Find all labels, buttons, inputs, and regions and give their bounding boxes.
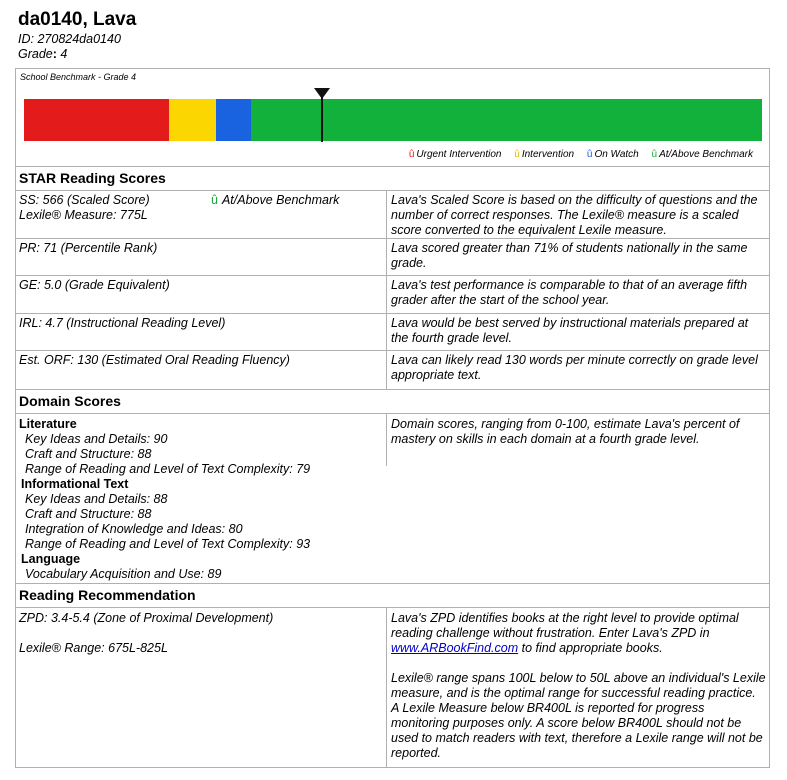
student-grade-value: 4 (60, 47, 68, 61)
benchmark-segment-at-above (251, 99, 762, 141)
legend-intervention (514, 149, 574, 160)
domain-item: Integration of Knowledge and Ideas: 80 (25, 522, 243, 536)
percentile-rank-value: PR: 71 (Percentile Rank) (19, 241, 158, 255)
at-above-benchmark-icon: û (211, 193, 218, 207)
domain-item: Craft and Structure: 88 (25, 447, 152, 461)
domain-category-informational-text: Informational Text (21, 477, 129, 491)
zpd-explanation-text: Lava's ZPD identifies books at the right level to provide optimal reading challenge without frustration. Enter Lava's ZPD in (391, 611, 739, 640)
recommendation-values (19, 611, 379, 656)
legend-on-watch-label: On Watch (594, 149, 639, 160)
benchmark-status-label: At/Above Benchmark (221, 193, 340, 207)
student-grade (18, 47, 136, 62)
star-row-oral-reading-fluency (16, 351, 769, 389)
irl-explanation: Lava would be best served by instructional materials prepared at the fourth grade level. (391, 316, 749, 345)
legend-at-above-icon: û (651, 149, 658, 160)
percentile-rank-explanation: Lava scored greater than 71% of students nationally in the same grade. (391, 241, 748, 270)
column-divider (386, 239, 387, 275)
column-divider (386, 351, 387, 389)
benchmark-segment-on-watch (216, 99, 251, 141)
score-marker-line (321, 94, 323, 142)
column-divider (386, 276, 387, 313)
student-name: da0140, Lava (18, 9, 137, 30)
lexile-measure-value: Lexile® Measure: 775L (19, 208, 148, 222)
star-row-percentile-rank (16, 239, 769, 276)
domain-item: Range of Reading and Level of Text Complexity: 79 (25, 462, 311, 476)
domain-category-literature: Literature (19, 417, 77, 431)
grade-equivalent-value: GE: 5.0 (Grade Equivalent) (19, 278, 170, 292)
legend-intervention-icon: û (514, 149, 520, 160)
grade-equivalent-explanation: Lava's test performance is comparable to that of an average fifth grader after the start of the school year. (391, 278, 748, 307)
student-header (18, 8, 136, 62)
orf-explanation: Lava can likely read 130 words per minute correctly on grade level appropriate text. (391, 353, 758, 382)
student-id-label: ID: (18, 32, 34, 46)
benchmark-segment-urgent (24, 99, 169, 141)
domain-scores-explanation: Domain scores, ranging from 0-100, estimate Lava's percent of mastery on skills in each domain at a fourth grade level. (391, 417, 740, 446)
star-row-grade-equivalent (16, 276, 769, 314)
zpd-value: ZPD: 3.4-5.4 (Zone of Proximal Development) (19, 611, 274, 625)
domain-item: Craft and Structure: 88 (25, 507, 152, 521)
section-star-reading-scores: STAR Reading Scores (16, 166, 769, 191)
benchmark-title: School Benchmark - Grade 4 (20, 72, 137, 82)
domain-item: Key Ideas and Details: 90 (25, 432, 168, 446)
student-grade-colon: : (52, 47, 57, 61)
legend-on-watch-icon: û (586, 149, 593, 160)
star-row-scaled-score (16, 191, 769, 239)
benchmark-legend (399, 149, 753, 160)
student-id (18, 32, 136, 47)
domain-scores-row (16, 414, 769, 583)
recommendation-explanation (391, 611, 766, 761)
report-panel (15, 68, 770, 768)
scaled-score-value: SS: 566 (Scaled Score) (19, 193, 150, 207)
zpd-explanation (391, 611, 766, 656)
column-divider (386, 314, 387, 350)
domain-item: Range of Reading and Level of Text Complexity: 93 (25, 537, 311, 551)
spacer (19, 626, 379, 641)
lexile-range-value: Lexile® Range: 675L-825L (19, 641, 168, 655)
lexile-range-explanation: Lexile® range spans 100L below to 50L above an individual's Lexile measure, and is the optimal range for successful reading practice. A Lexile Measure below BR400L is reported for progress monitoring purposes only. A score below BR400L should not be used to match readers with text, therefore a Lexile range will not be reported. (391, 671, 766, 760)
irl-value: IRL: 4.7 (Instructional Reading Level) (19, 316, 226, 330)
legend-urgent-label: Urgent Intervention (416, 149, 502, 160)
orf-value: Est. ORF: 130 (Estimated Oral Reading Fluency) (19, 353, 290, 367)
legend-urgent (409, 149, 502, 160)
domain-scores-list (19, 417, 379, 582)
legend-at-above-label: At/Above Benchmark (659, 149, 753, 160)
legend-urgent-icon: û (408, 149, 415, 160)
arbookfind-link[interactable]: www.ARBookFind.com (391, 641, 519, 655)
column-divider (386, 414, 387, 466)
section-domain-scores: Domain Scores (16, 389, 769, 414)
benchmark-status (211, 193, 339, 207)
column-divider (386, 191, 387, 238)
legend-at-above (652, 149, 754, 160)
legend-intervention-label: Intervention (521, 149, 575, 160)
student-grade-label: Grade (18, 47, 53, 61)
reading-recommendation-row (16, 608, 769, 768)
legend-on-watch (587, 149, 639, 160)
domain-item: Vocabulary Acquisition and Use: 89 (25, 567, 222, 581)
benchmark-segment-intervention (169, 99, 216, 141)
student-id-value: 270824da0140 (37, 32, 121, 46)
domain-item: Key Ideas and Details: 88 (25, 492, 168, 506)
zpd-explanation-tail: to find appropriate books. (518, 641, 663, 655)
scaled-score-explanation: Lava's Scaled Score is based on the difficulty of questions and the number of correct responses. The Lexile® measure is a scaled score converted to the equivalent Lexile measure. (391, 193, 758, 237)
column-divider (386, 608, 387, 768)
star-row-instructional-reading-level (16, 314, 769, 351)
section-reading-recommendation: Reading Recommendation (16, 583, 769, 608)
domain-category-language: Language (21, 552, 81, 566)
